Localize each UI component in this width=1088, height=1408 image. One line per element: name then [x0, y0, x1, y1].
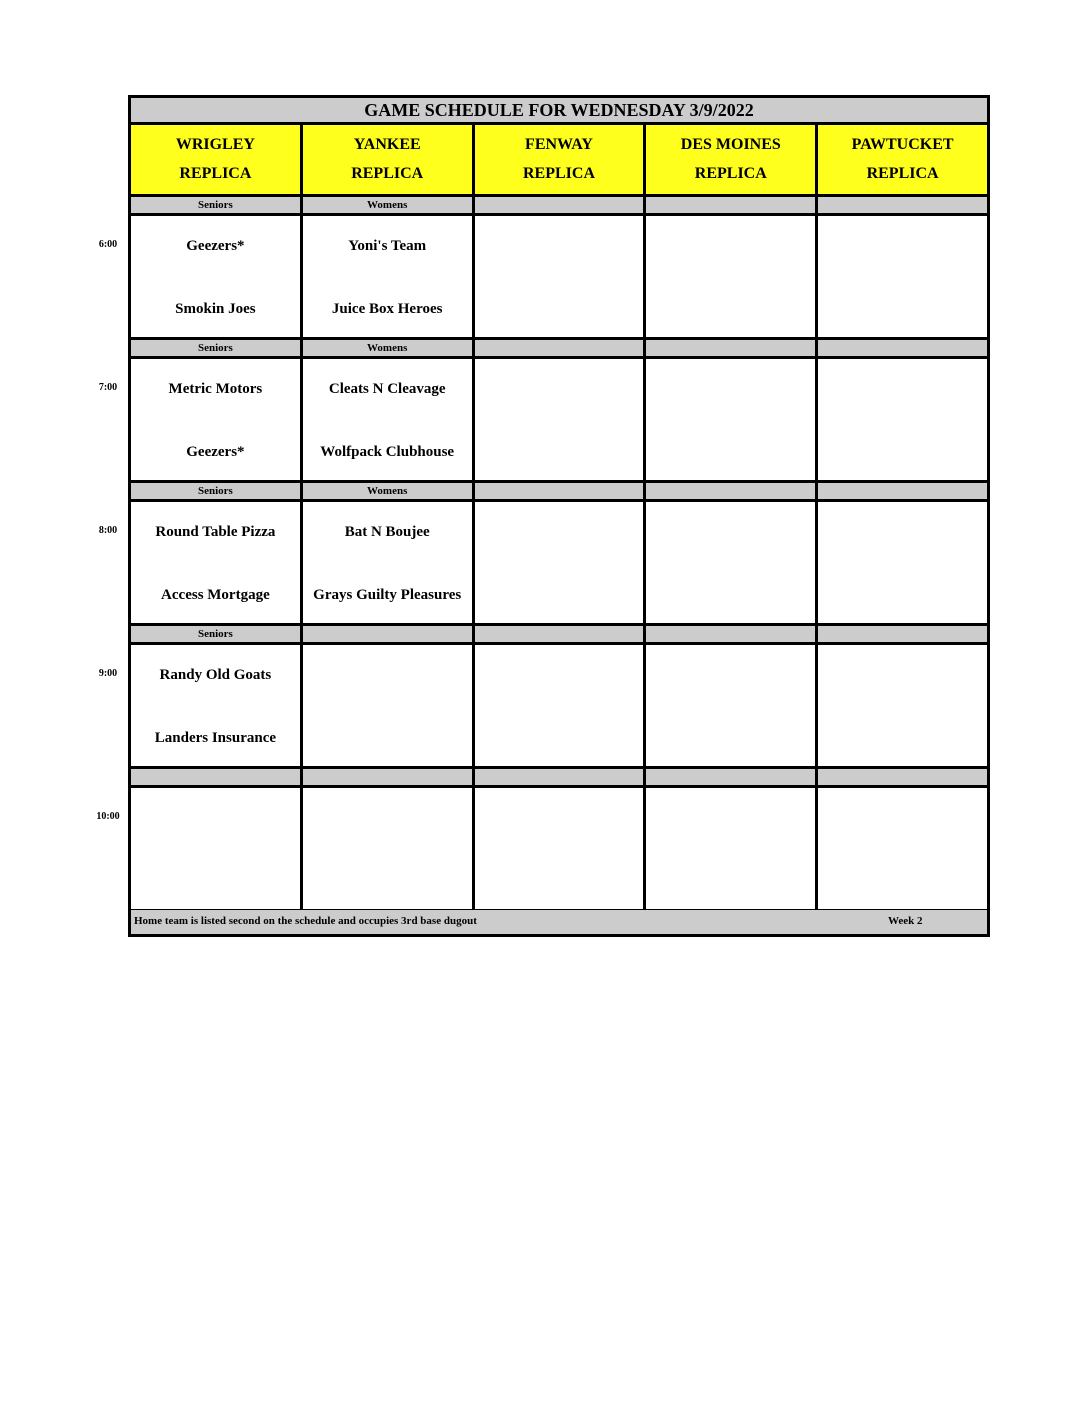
- division-label: Seniors: [131, 626, 303, 642]
- schedule-sheet: [128, 95, 990, 937]
- field-sub: REPLICA: [522, 165, 595, 182]
- footer-bar: [131, 910, 987, 934]
- field-name: FENWAY: [525, 136, 593, 153]
- division-label: Womens: [303, 197, 475, 213]
- game-cell: [475, 502, 647, 623]
- game-cell: [818, 788, 987, 909]
- division-label: [475, 483, 647, 499]
- field-name: DES MOINES: [680, 136, 781, 153]
- field-sub: REPLICA: [179, 165, 252, 182]
- home-team: Access Mortgage: [161, 587, 270, 603]
- division-label: [646, 483, 818, 499]
- time-label: 9:00: [98, 668, 118, 679]
- away-team: Cleats N Cleavage: [328, 381, 446, 397]
- division-label: [475, 197, 647, 213]
- field-header-row: [131, 125, 987, 197]
- division-row: [131, 483, 987, 502]
- division-row: [131, 626, 987, 645]
- away-team: Yoni's Team: [348, 238, 427, 254]
- field-header-pawtucket: [818, 125, 987, 194]
- game-cell: [303, 216, 475, 337]
- division-label: Womens: [303, 483, 475, 499]
- away-team: Bat N Boujee: [344, 524, 430, 540]
- division-row: [131, 769, 987, 788]
- game-cell: [303, 788, 475, 909]
- division-label: [131, 769, 303, 785]
- division-label: [646, 626, 818, 642]
- division-label: [475, 769, 647, 785]
- game-cell: [818, 645, 987, 766]
- field-header-yankee: [303, 125, 475, 194]
- field-sub: REPLICA: [351, 165, 424, 182]
- home-team: Grays Guilty Pleasures: [313, 587, 462, 603]
- field-name: YANKEE: [353, 136, 421, 153]
- division-label: Seniors: [131, 483, 303, 499]
- home-team: Landers Insurance: [154, 730, 277, 746]
- game-cell: [475, 788, 647, 909]
- division-label: [303, 626, 475, 642]
- division-label: [475, 626, 647, 642]
- schedule-title: GAME SCHEDULE FOR WEDNESDAY 3/9/2022: [131, 98, 987, 125]
- division-label: [818, 340, 987, 356]
- game-cell: [475, 645, 647, 766]
- game-cell: [818, 359, 987, 480]
- game-cell: [475, 216, 647, 337]
- game-cell: [303, 359, 475, 480]
- game-cell: [131, 216, 303, 337]
- footer-note: Home team is listed second on the schedule and occupies 3rd base dugout: [134, 915, 477, 927]
- game-cell: [646, 216, 818, 337]
- division-row: [131, 340, 987, 359]
- division-label: [818, 769, 987, 785]
- field-sub: REPLICA: [694, 165, 767, 182]
- time-label: 7:00: [98, 382, 118, 393]
- game-cell: [303, 502, 475, 623]
- division-label: [646, 197, 818, 213]
- away-team: Randy Old Goats: [159, 667, 272, 683]
- game-cell: [818, 216, 987, 337]
- time-label: 6:00: [98, 239, 118, 250]
- home-team: Wolfpack Clubhouse: [320, 444, 455, 460]
- game-cell: [131, 645, 303, 766]
- time-label: 10:00: [96, 811, 120, 822]
- game-cell: [646, 645, 818, 766]
- away-team: Metric Motors: [168, 381, 263, 397]
- away-team: Round Table Pizza: [155, 524, 276, 540]
- field-header-des-moines: [646, 125, 818, 194]
- division-row: [131, 197, 987, 216]
- game-row: [131, 502, 987, 626]
- division-label: [818, 483, 987, 499]
- division-label: [475, 340, 647, 356]
- division-label: [818, 626, 987, 642]
- game-cell: [818, 502, 987, 623]
- division-label: [303, 769, 475, 785]
- game-cell: [131, 359, 303, 480]
- game-row: [131, 216, 987, 340]
- game-cell: [131, 788, 303, 909]
- division-label: [818, 197, 987, 213]
- field-name: PAWTUCKET: [851, 136, 954, 153]
- division-label: [646, 340, 818, 356]
- field-name: WRIGLEY: [175, 136, 255, 153]
- home-team: Juice Box Heroes: [331, 301, 443, 317]
- game-row: [131, 788, 987, 912]
- time-label: 8:00: [98, 525, 118, 536]
- game-cell: [646, 502, 818, 623]
- game-cell: [131, 502, 303, 623]
- division-label: Seniors: [131, 340, 303, 356]
- field-sub: REPLICA: [866, 165, 939, 182]
- game-row: [131, 359, 987, 483]
- field-header-wrigley: [131, 125, 303, 194]
- home-team: Smokin Joes: [175, 301, 256, 317]
- week-label: Week 2: [888, 915, 923, 927]
- game-cell: [646, 359, 818, 480]
- division-label: Womens: [303, 340, 475, 356]
- game-row: [131, 645, 987, 769]
- division-label: Seniors: [131, 197, 303, 213]
- away-team: Geezers*: [186, 238, 245, 254]
- field-header-fenway: [475, 125, 647, 194]
- game-cell: [303, 645, 475, 766]
- game-cell: [646, 788, 818, 909]
- division-label: [646, 769, 818, 785]
- game-cell: [475, 359, 647, 480]
- home-team: Geezers*: [186, 444, 245, 460]
